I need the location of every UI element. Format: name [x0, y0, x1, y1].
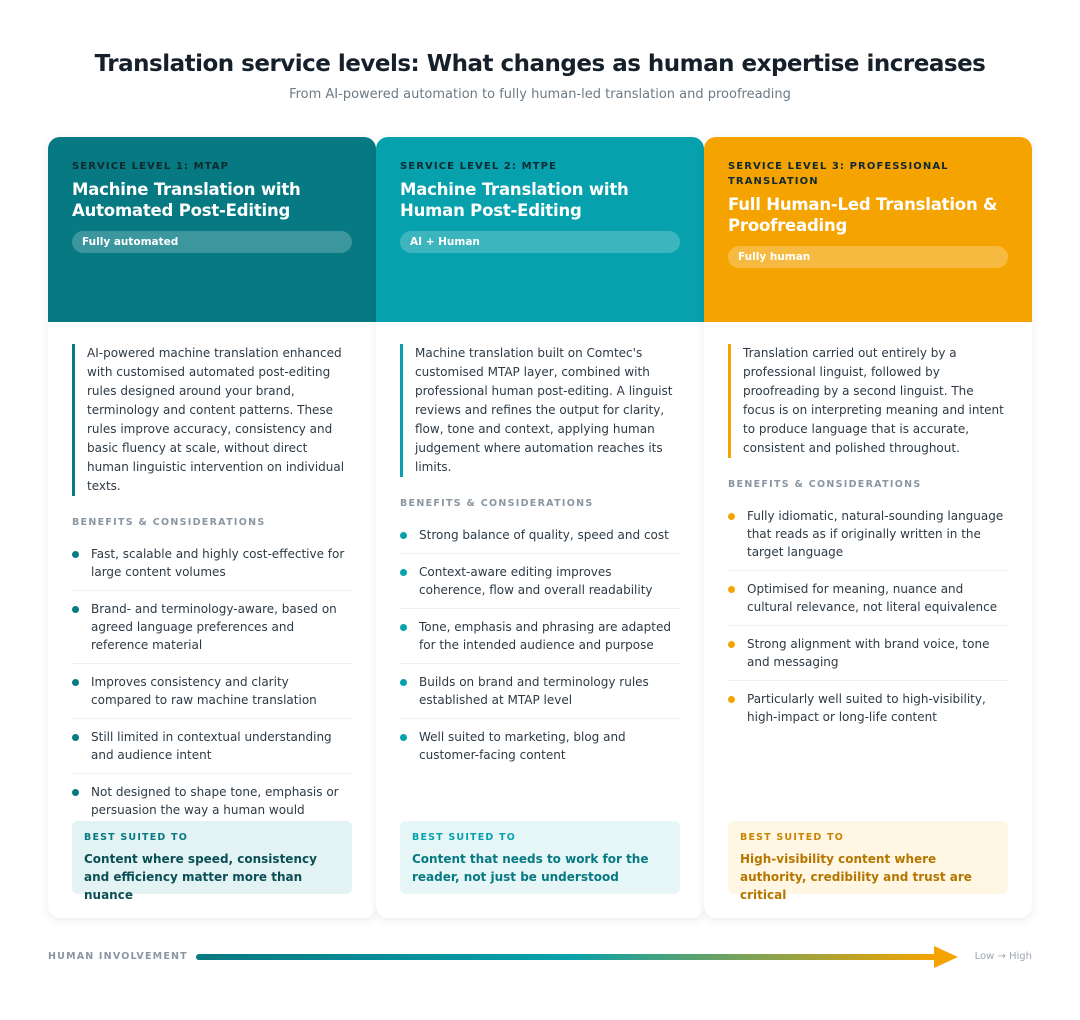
- benefits-list: [728, 498, 1008, 735]
- bullet-dot-icon: [72, 551, 79, 558]
- bullet-dot-icon: [400, 624, 407, 631]
- service-card-mtpe: [376, 137, 704, 918]
- bullet-dot-icon: [400, 679, 407, 686]
- card-header: [48, 137, 376, 322]
- benefit-text: Strong balance of quality, speed and cost: [419, 528, 669, 542]
- benefits-heading: BENEFITS & CONSIDERATIONS: [72, 517, 266, 528]
- card-body: [48, 322, 376, 828]
- service-level-label: SERVICE LEVEL 3: PROFESSIONAL TRANSLATION: [728, 161, 949, 187]
- card-title: Machine Translation with Human Post-Editing: [400, 180, 629, 220]
- bullet-dot-icon: [72, 606, 79, 613]
- benefit-item: [728, 498, 1008, 571]
- card-body: [704, 322, 1032, 735]
- gradient-arrow-icon: [196, 945, 958, 969]
- benefit-item: [400, 517, 680, 554]
- bullet-dot-icon: [400, 734, 407, 741]
- best-suited-box: [400, 821, 680, 894]
- card-body: [376, 322, 704, 773]
- benefit-text: Optimised for meaning, nuance and cultural relevance, not literal equivalence: [747, 582, 998, 614]
- best-suited-box: [728, 821, 1008, 902]
- service-card-professional: [704, 137, 1032, 918]
- benefit-text: Brand- and terminology-aware, based on agreed language preferences and reference material: [91, 602, 337, 652]
- automation-badge: Fully human: [728, 246, 1008, 268]
- best-suited-text: Content that needs to work for the reader, not just be understood: [412, 852, 649, 884]
- benefit-item: [728, 571, 1008, 626]
- best-suited-box: [72, 821, 352, 902]
- page-header: [0, 50, 1080, 103]
- automation-badge: AI + Human: [400, 231, 680, 253]
- benefit-item: [72, 536, 352, 591]
- benefit-item: [400, 609, 680, 664]
- benefit-item: [400, 719, 680, 773]
- scale-label: HUMAN INVOLVEMENT: [48, 951, 188, 962]
- bullet-dot-icon: [728, 696, 735, 703]
- bullet-dot-icon: [72, 789, 79, 796]
- service-level-cards: [48, 137, 1032, 918]
- benefits-heading: BENEFITS & CONSIDERATIONS: [728, 479, 922, 490]
- benefit-text: Fully idiomatic, natural-sounding language that reads as if originally written in the target language: [747, 509, 1004, 559]
- benefit-item: [72, 719, 352, 774]
- best-suited-text: Content where speed, consistency and efficiency matter more than nuance: [84, 852, 317, 902]
- best-suited-label: BEST SUITED TO: [740, 832, 844, 843]
- bullet-dot-icon: [728, 586, 735, 593]
- benefit-text: Improves consistency and clarity compared to raw machine translation: [91, 675, 317, 707]
- bullet-dot-icon: [728, 513, 735, 520]
- benefit-text: Well suited to marketing, blog and customer-facing content: [419, 730, 626, 762]
- card-description: Machine translation built on Comtec's customised MTAP layer, combined with professional human post-editing. A linguist reviews and refines the output for clarity, flow, tone and context, applying human judgement where automation reaches its limits.: [400, 344, 680, 477]
- benefits-list: [72, 536, 352, 828]
- card-description: Translation carried out entirely by a professional linguist, followed by proofreading by a second linguist. The focus is on interpreting meaning and intent to produce language that is accurate, consistent and polished throughout.: [728, 344, 1008, 458]
- benefits-list: [400, 517, 680, 773]
- benefit-text: Still limited in contextual understanding and audience intent: [91, 730, 332, 762]
- benefit-item: [72, 774, 352, 828]
- benefit-text: Tone, emphasis and phrasing are adapted for the intended audience and purpose: [419, 620, 671, 652]
- card-description: AI-powered machine translation enhanced with customised automated post-editing rules designed around your brand, terminology and content patterns. These rules improve accuracy, consistency and basic fluency at scale, without direct human linguistic intervention on individual texts.: [72, 344, 352, 496]
- best-suited-text: High-visibility content where authority, credibility and trust are critical: [740, 852, 972, 902]
- card-title: Machine Translation with Automated Post-Editing: [72, 180, 301, 220]
- automation-badge: Fully automated: [72, 231, 352, 253]
- benefit-text: Strong alignment with brand voice, tone and messaging: [747, 637, 990, 669]
- card-header: [704, 137, 1032, 322]
- scale-range: Low → High: [974, 951, 1032, 962]
- benefit-item: [728, 626, 1008, 681]
- bullet-dot-icon: [72, 679, 79, 686]
- service-level-label: SERVICE LEVEL 2: MTPE: [400, 161, 557, 172]
- benefit-item: [72, 591, 352, 664]
- benefits-heading: BENEFITS & CONSIDERATIONS: [400, 498, 594, 509]
- service-level-label: SERVICE LEVEL 1: MTAP: [72, 161, 230, 172]
- bullet-dot-icon: [728, 641, 735, 648]
- best-suited-label: BEST SUITED TO: [412, 832, 516, 843]
- best-suited-label: BEST SUITED TO: [84, 832, 188, 843]
- benefit-text: Not designed to shape tone, emphasis or persuasion the way a human would: [91, 785, 339, 817]
- bullet-dot-icon: [400, 532, 407, 539]
- benefit-text: Builds on brand and terminology rules established at MTAP level: [419, 675, 649, 707]
- service-card-mtap: [48, 137, 376, 918]
- benefit-text: Fast, scalable and highly cost-effective for large content volumes: [91, 547, 345, 579]
- page-subtitle: From AI-powered automation to fully human-led translation and proofreading: [289, 87, 791, 102]
- bullet-dot-icon: [72, 734, 79, 741]
- page-title: Translation service levels: What changes as human expertise increases: [94, 51, 986, 77]
- card-header: [376, 137, 704, 322]
- benefit-item: [400, 664, 680, 719]
- benefit-text: Context-aware editing improves coherence, flow and overall readability: [419, 565, 653, 597]
- benefit-text: Particularly well suited to high-visibility, high-impact or long-life content: [747, 692, 986, 724]
- benefit-item: [72, 664, 352, 719]
- human-involvement-scale: [48, 945, 1032, 969]
- benefit-item: [728, 681, 1008, 735]
- benefit-item: [400, 554, 680, 609]
- bullet-dot-icon: [400, 569, 407, 576]
- card-title: Full Human-Led Translation & Proofreading: [728, 195, 998, 235]
